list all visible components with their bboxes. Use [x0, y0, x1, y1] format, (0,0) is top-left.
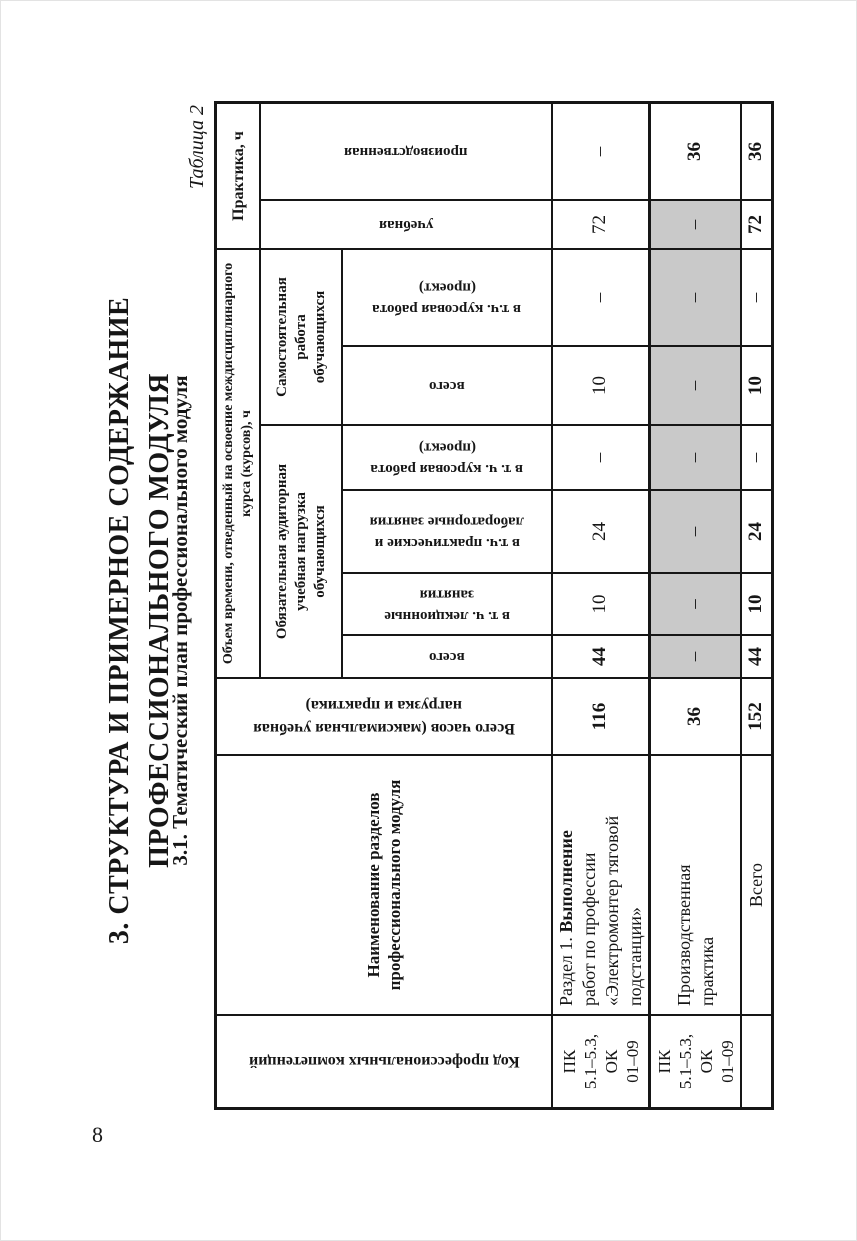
header-self-work-group: [260, 249, 342, 425]
thematic-plan-table: [214, 101, 774, 1110]
vertical-label: всего: [429, 378, 465, 395]
row2-production-practice: 36: [649, 103, 741, 200]
row2-practical: –: [649, 490, 741, 573]
vertical-label: учебная: [378, 217, 434, 234]
vertical-label: в т.ч. курсовая работа (проект): [372, 279, 522, 318]
row3-total-hours: 152: [741, 678, 772, 755]
code-line: 01–09: [622, 1040, 642, 1083]
row1-training-practice: 72: [552, 200, 649, 249]
header-lectures: [342, 573, 552, 635]
header-competency-codes: [216, 1015, 552, 1108]
section-name-lines: [555, 816, 647, 1006]
row1-total-hours: 116: [552, 678, 649, 755]
header-label: Самостоятельная работа обучающихся: [273, 277, 328, 397]
header-section-names: Наименование разделов профессионального модуля: [216, 755, 552, 1015]
vertical-label: производственная: [344, 144, 468, 161]
row2-course-self: –: [649, 249, 741, 346]
vertical-label: Код профессиональных компетенций: [248, 1053, 520, 1071]
code-line: 5.1–5.3,: [580, 1033, 600, 1090]
table-caption: Таблица 2: [186, 105, 208, 189]
row1-production-practice: –: [552, 103, 649, 200]
row1-lectures: 10: [552, 573, 649, 635]
row2-section-name: [649, 755, 741, 1015]
row2-course-aud: –: [649, 425, 741, 490]
vertical-label: в т. ч. курсовая работа (проект): [370, 439, 524, 478]
row2-total-hours: 36: [649, 678, 741, 755]
row1-practical: 24: [552, 490, 649, 573]
code-line: ПК: [559, 1049, 579, 1074]
row2-lectures: –: [649, 573, 741, 635]
section-subtitle: 3.1. Тематический план профессионального модуля: [168, 375, 192, 866]
row1-competency-codes: [552, 1015, 649, 1108]
row3-total-label: Всего: [741, 755, 772, 1015]
name-prefix: Раздел 1.: [555, 932, 576, 1006]
header-volume-group: Объем времени, отведенный на освоение междисциплинарного курса (курсов), ч: [216, 249, 260, 678]
header-classroom-group: [260, 425, 342, 678]
row1-course-self: –: [552, 249, 649, 346]
header-practical-lab: [342, 490, 552, 573]
header-classroom-total: [342, 635, 552, 678]
header-self-total: [342, 346, 552, 425]
header-label: Обязательная аудиторная учебная нагрузка обучающихся: [273, 463, 328, 640]
name-line: Производственная: [673, 864, 694, 1006]
header-total-hours: [216, 678, 552, 755]
name-bold-part: Выполнение: [555, 830, 576, 933]
vertical-label: в т.ч. практические и лабораторные занятия: [369, 513, 525, 552]
page-title-line2: ПРОФЕССИОНАЛЬНОГО МОДУЛЯ: [144, 373, 175, 868]
header-training-practice: [260, 200, 552, 249]
row3-aud-total: 44: [741, 635, 772, 678]
name-line: подстанции»: [624, 907, 645, 1006]
row3-self-total: 10: [741, 346, 772, 425]
row3-training-practice: 72: [741, 200, 772, 249]
row2-competency-codes: [649, 1015, 741, 1108]
header-practice-group: Практика, ч: [216, 103, 260, 249]
name-line: [555, 816, 578, 1006]
row3-lectures: 10: [741, 573, 772, 635]
code-line: ОК: [696, 1049, 716, 1074]
code-lines: [654, 1034, 738, 1089]
code-line: 5.1–5.3,: [675, 1033, 695, 1090]
code-line: ПК: [654, 1049, 674, 1074]
code-lines: [559, 1034, 643, 1089]
vertical-label: всего: [429, 649, 465, 666]
row2-training-practice: –: [649, 200, 741, 249]
row3-course-aud: –: [741, 425, 772, 490]
vertical-label: в т. ч. лекционные занятия: [384, 586, 510, 624]
name-line: работ по профессии: [578, 852, 599, 1006]
row1-aud-total: 44: [552, 635, 649, 678]
header-production-practice: [260, 103, 552, 200]
vertical-label: Всего часов (максимальная учебная нагрузка и практика): [253, 696, 515, 737]
section-name-lines: [673, 864, 719, 1006]
page-title-line1: 3. СТРУКТУРА И ПРИМЕРНОЕ СОДЕРЖАНИЕ: [104, 296, 135, 945]
code-line: ОК: [601, 1049, 621, 1074]
row3-empty-code-cell: [741, 1015, 772, 1108]
name-line: практика: [696, 936, 717, 1006]
row3-practical: 24: [741, 490, 772, 573]
name-line: «Электромонтер тяговой: [601, 815, 622, 1006]
row2-aud-total: –: [649, 635, 741, 678]
row1-section-name: [552, 755, 649, 1015]
row2-self-total: –: [649, 346, 741, 425]
row3-production-practice: 36: [741, 103, 772, 200]
page-number: 8: [92, 1122, 103, 1147]
header-course-work-aud: [342, 425, 552, 490]
code-line: 01–09: [717, 1040, 737, 1083]
header-course-work-self: [342, 249, 552, 346]
row1-self-total: 10: [552, 346, 649, 425]
row3-course-self: –: [741, 249, 772, 346]
row1-course-aud: –: [552, 425, 649, 490]
